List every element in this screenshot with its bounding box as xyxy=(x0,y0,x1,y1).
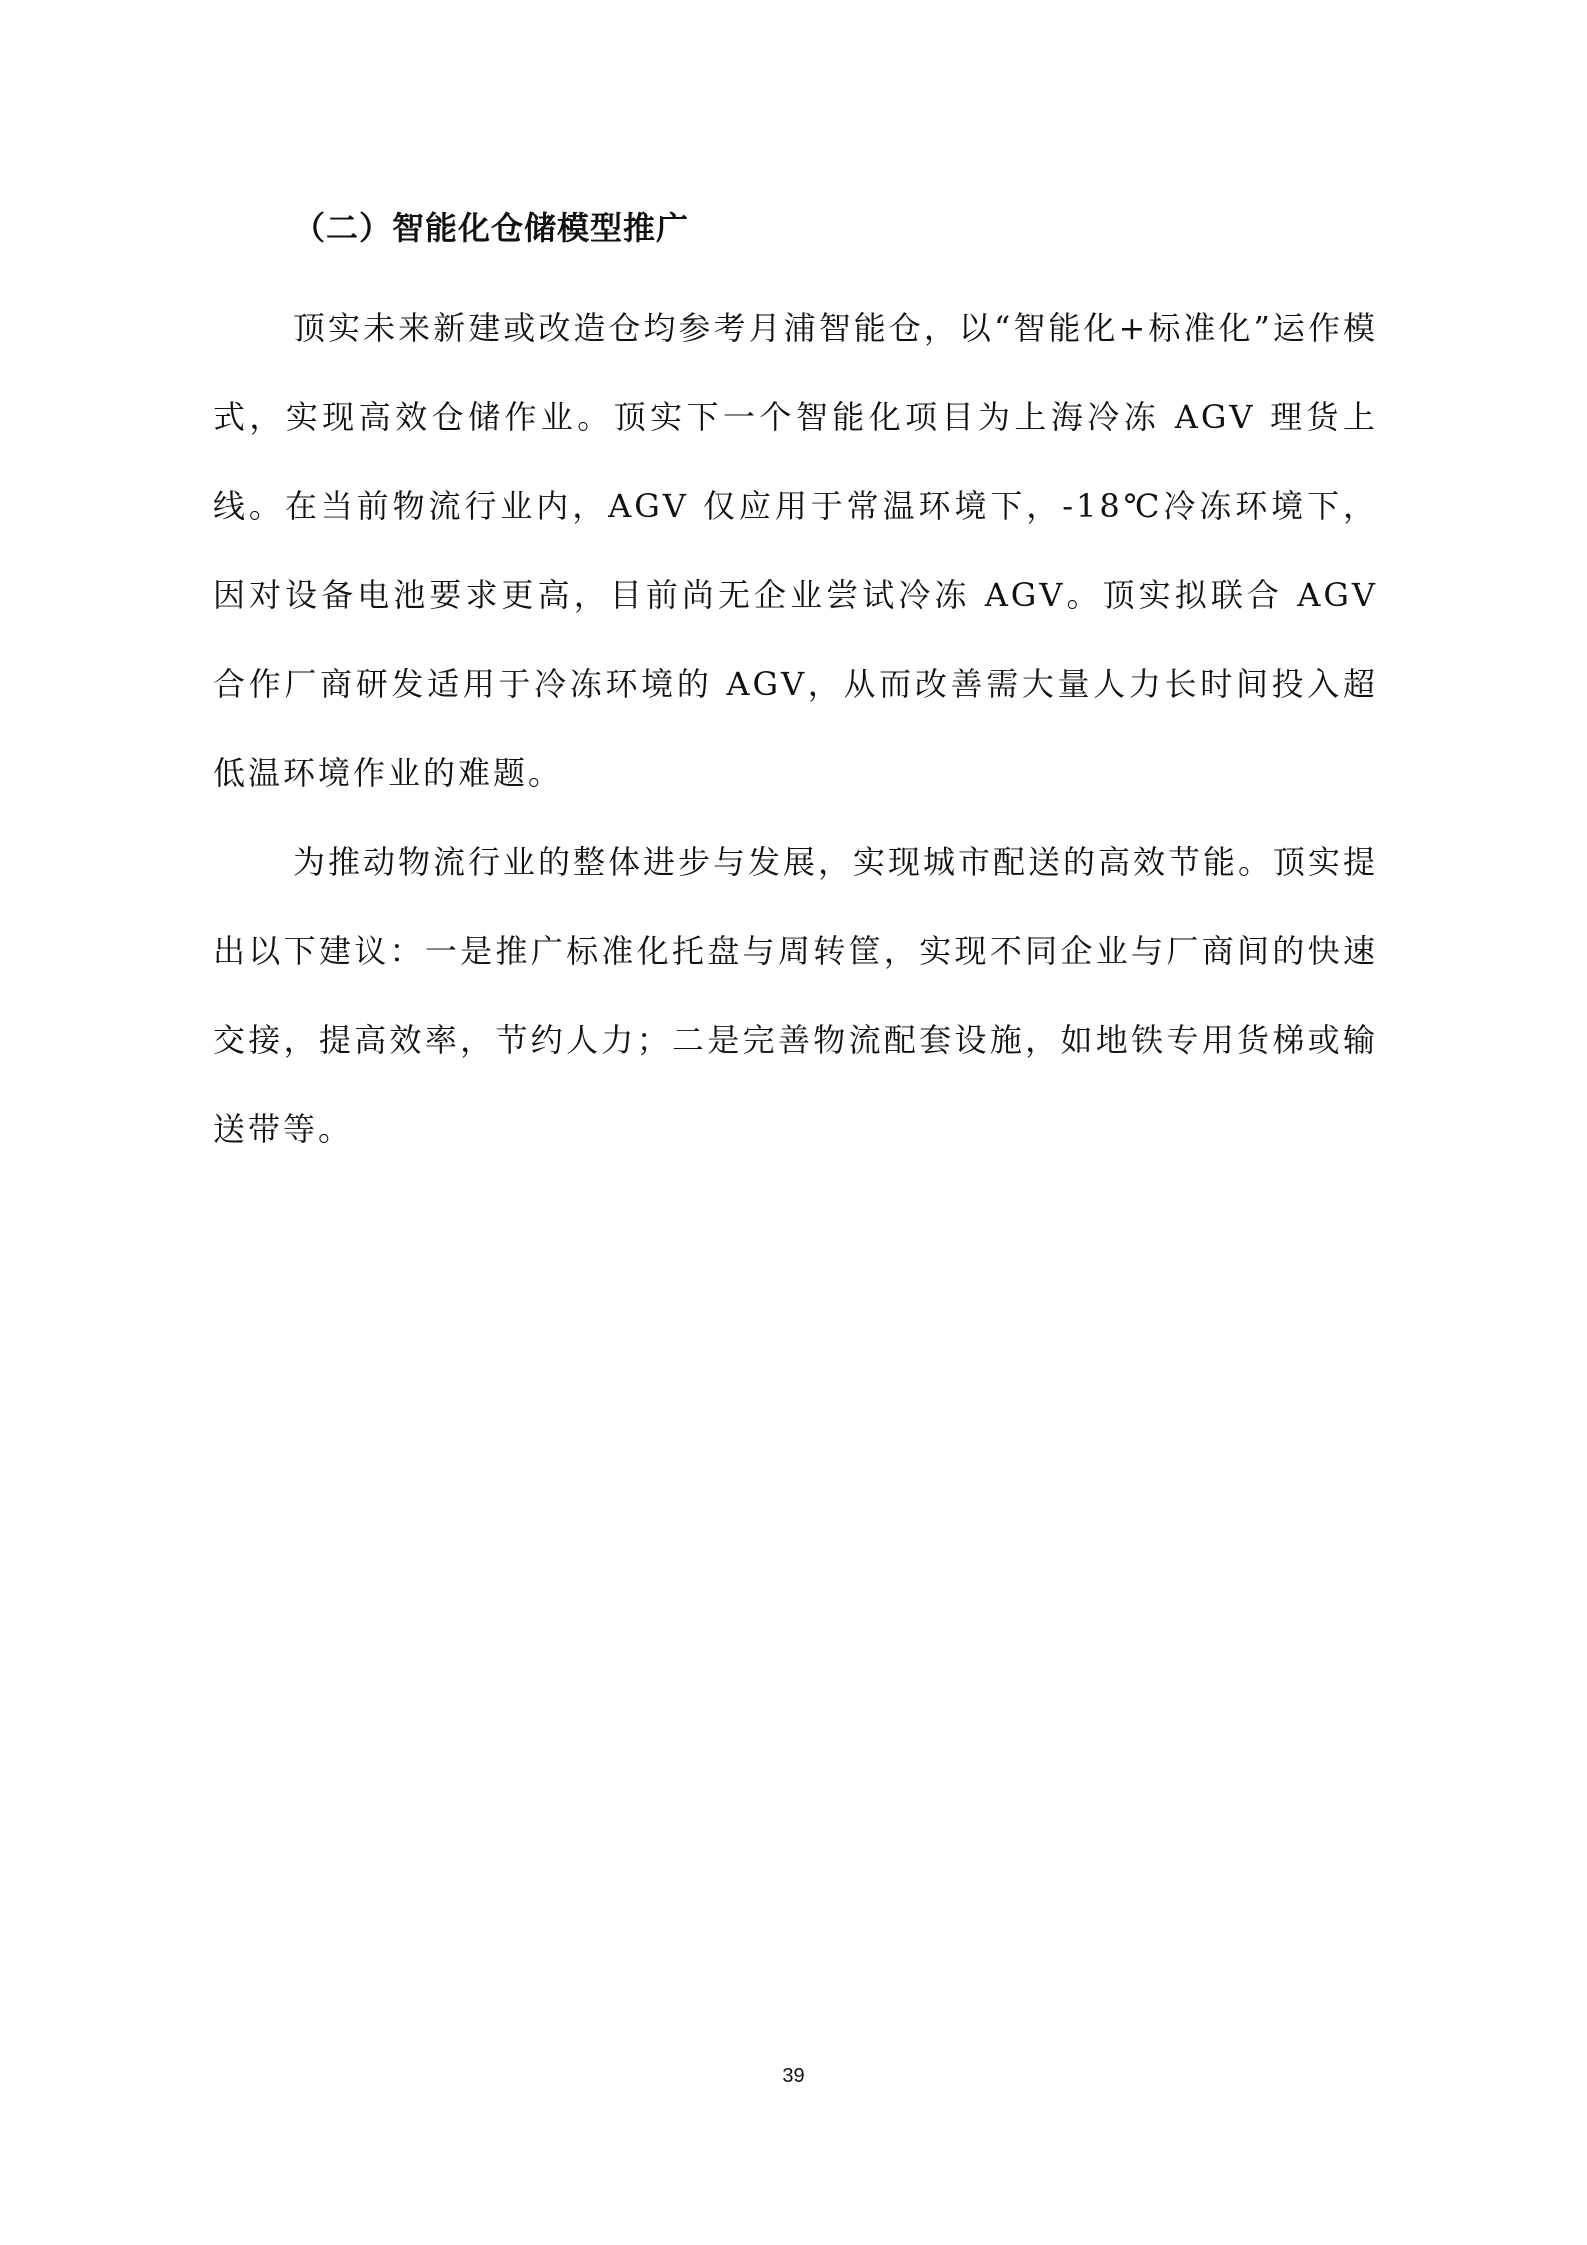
section-heading: （二）智能化仓储模型推广 xyxy=(293,209,690,247)
paragraph-recommendations: 为推动物流行业的整体进步与发展，实现城市配送的高效节能。顶实提出以下建议：一是推广标准化托盘与周转筐，实现不同企业与厂商间的快速交接，提高效率，节约人力；二是完善物流配套设施，如地铁专用货梯或输送带等。 xyxy=(213,843,1379,1148)
paragraph-intelligent-warehouse: 顶实未来新建或改造仓均参考月浦智能仓，以“智能化+标准化”运作模式，实现高效仓储作业。顶实下一个智能化项目为上海冷冻 AGV 理货上线。在当前物流行业内，AGV 仅应用于常温环境下，-18℃冷冻环境下，因对设备电池要求更高，目前尚无企业尝试冷冻 AGV。顶实拟联合 AGV 合作厂商研发适用于冷冻环境的 AGV，从而改善需大量人力长时间投入超低温环境作业的难题。 xyxy=(213,309,1378,792)
page-number: 39 xyxy=(782,2065,805,2087)
page-content xyxy=(213,200,1378,1174)
